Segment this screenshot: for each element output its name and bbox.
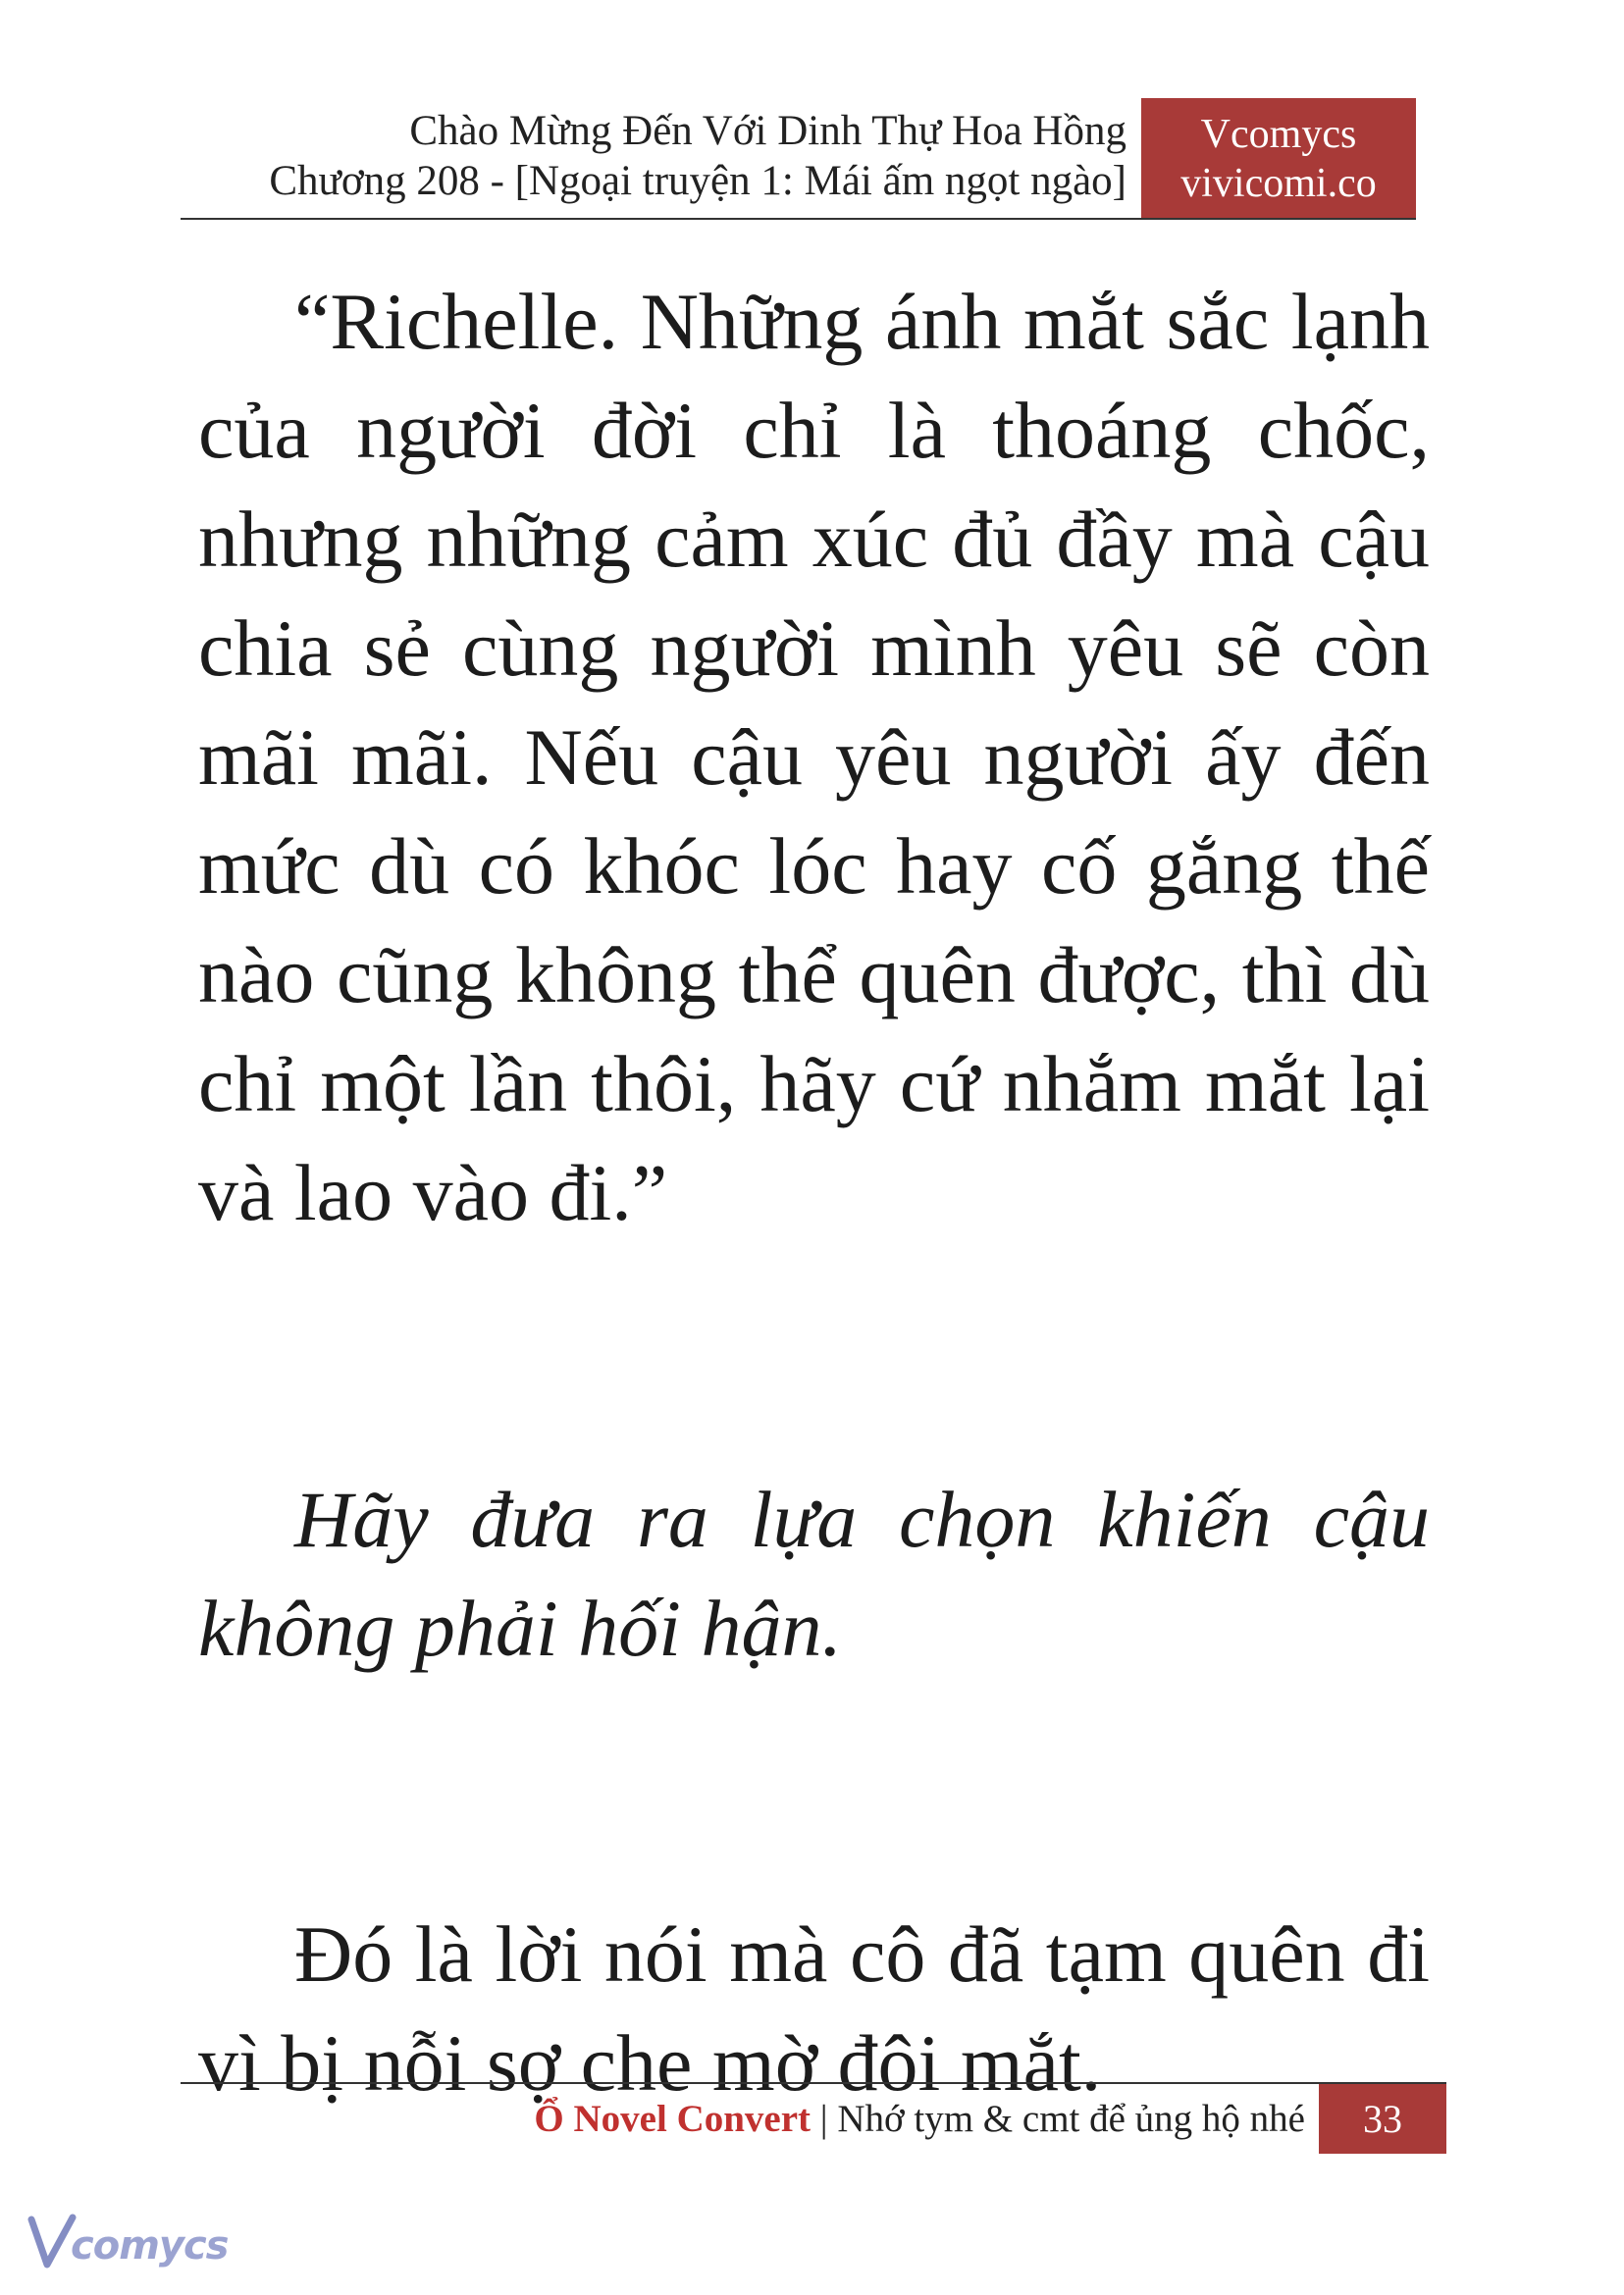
book-title: Chào Mừng Đến Với Dinh Thự Hoa Hồng	[409, 108, 1126, 154]
page-body	[198, 267, 1430, 2117]
footer-separator: |	[819, 2098, 828, 2140]
page-number: 33	[1319, 2084, 1446, 2154]
header-divider	[181, 218, 1416, 220]
footer-brand: Ổ Novel Convert	[534, 2098, 812, 2140]
site-badge-name: Vcomycs	[1200, 112, 1357, 157]
vcomycs-logo-icon	[26, 2208, 251, 2276]
svg-text:comycs: comycs	[71, 2223, 229, 2269]
footer-message: Nhớ tym & cmt để ủng hộ nhé	[837, 2098, 1305, 2140]
paragraph-italic-thought: Hãy đưa ra lựa chọn khiến cậu không phải hối hận.	[198, 1475, 1430, 1673]
site-badge	[1141, 98, 1416, 218]
footer-divider	[181, 2082, 1446, 2084]
site-badge-url: vivicomi.co	[1180, 161, 1377, 206]
footer-note	[177, 2090, 1305, 2149]
chapter-title: Chương 208 - [Ngoại truyện 1: Mái ấm ngọt ngào]	[269, 158, 1126, 204]
paragraph-narration: Đó là lời nói mà cô đã tạm quên đi vì bị nỗi sợ che mờ đôi mắt.	[198, 1909, 1430, 2108]
paragraph-quote: “Richelle. Những ánh mắt sắc lạnh của người đời chỉ là thoáng chốc, nhưng những cảm xúc đủ đầy mà cậu chia sẻ cùng người mình yêu sẽ còn mãi mãi. Nếu cậu yêu người ấy đến mức dù có khóc lóc hay cố gắng thế nào cũng không thể quên được, thì dù chỉ một lần thôi, hãy cứ nhắm mắt lại và lao vào đi.”	[198, 277, 1430, 1237]
running-header	[177, 106, 1126, 206]
vcomycs-watermark-logo	[26, 2208, 251, 2281]
